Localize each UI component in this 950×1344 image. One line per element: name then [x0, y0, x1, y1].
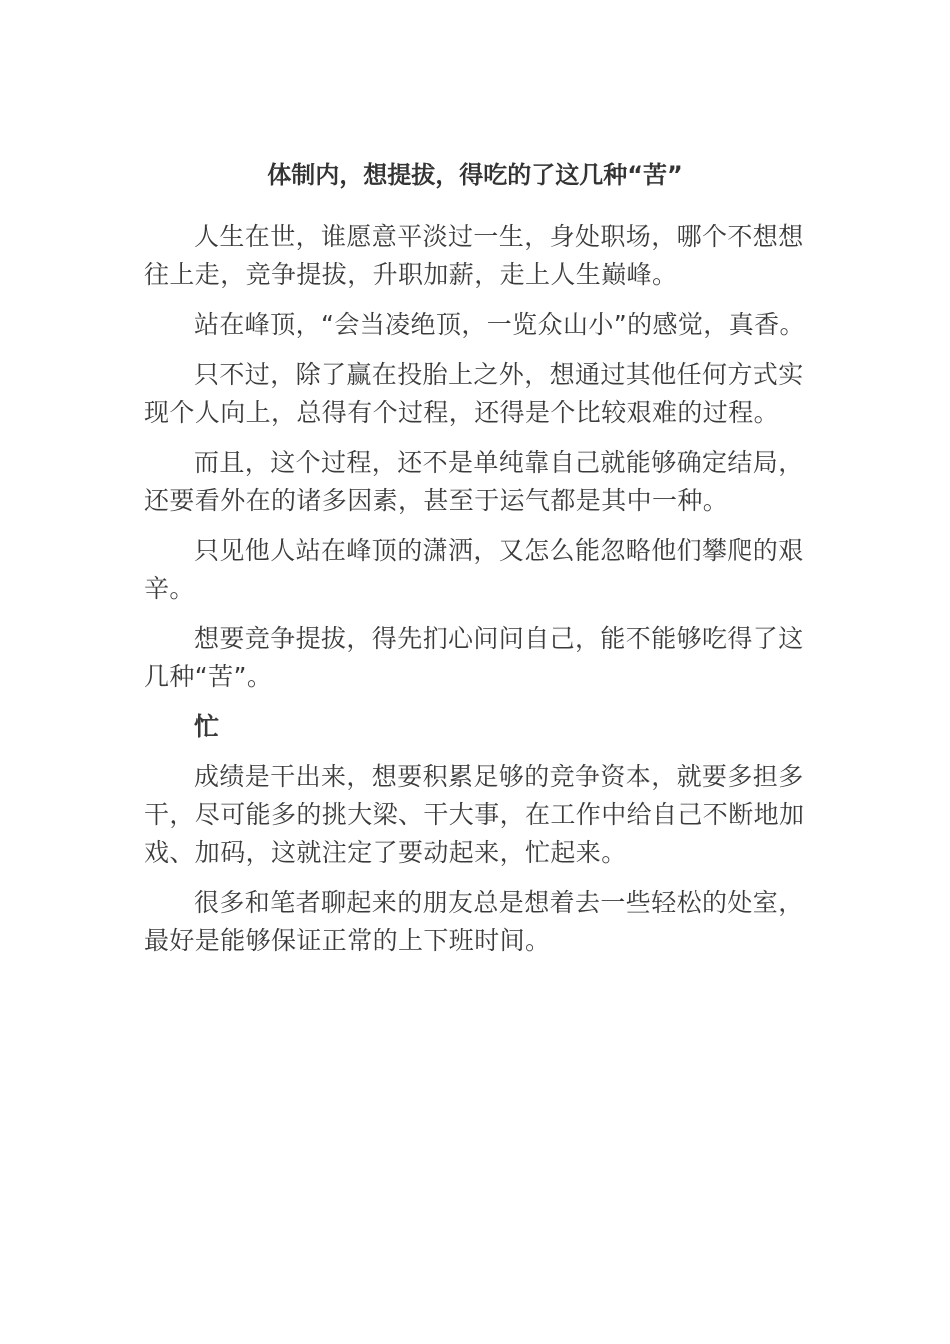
paragraph: 而且，这个过程，还不是单纯靠自己就能够确定结局，还要看外在的诸多因素，甚至于运气都是其中一种。 [144, 448, 804, 515]
document-title: 体制内，想提拔，得吃的了这几种“苦” [267, 161, 683, 189]
section-heading: 忙 [194, 712, 220, 741]
paragraph: 只不过，除了赢在投胎上之外，想通过其他任何方式实现个人向上，总得有个过程，还得是个比较艰难的过程。 [144, 360, 804, 427]
paragraph: 人生在世，谁愿意平淡过一生，身处职场，哪个不想想往上走，竞争提拔，升职加薪，走上人生巅峰。 [144, 222, 804, 289]
paragraph: 很多和笔者聊起来的朋友总是想着去一些轻松的处室，最好是能够保证正常的上下班时间。 [144, 888, 804, 955]
paragraph: 站在峰顶，“会当凌绝顶，一览众山小”的感觉，真香。 [194, 310, 805, 339]
paragraph: 想要竞争提拔，得先扪心问问自己，能不能够吃得了这几种“苦”。 [144, 624, 804, 691]
document-body [144, 218, 808, 972]
paragraph: 只见他人站在峰顶的潇洒，又怎么能忽略他们攀爬的艰辛。 [144, 536, 804, 603]
paragraph: 成绩是干出来，想要积累足够的竞争资本，就要多担多干，尽可能多的挑大梁、干大事，在工作中给自己不断地加戏、加码，这就注定了要动起来，忙起来。 [144, 762, 805, 867]
